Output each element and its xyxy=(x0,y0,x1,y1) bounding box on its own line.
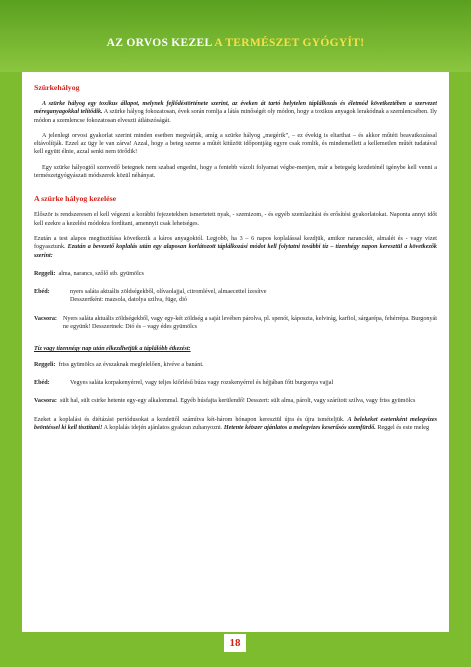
paragraph-exercises: Először is rendszeresen el kell végezni a korábbi fejezetekben ismertetett nyak, - szemizom, - és egyéb szemlazítási és erősítési gyakorlatokat. Naponta annyi időt kell ezekre a kezelési módokra fordítani, amennyit csak lehetséges. xyxy=(34,212,437,227)
meal-label: Vacsora: xyxy=(34,315,57,322)
paragraph-fasting-text: Ezután a test alapos megtisztítása következik a káros anyagoktól. Legjobb, ha 3 – 6 napos koplalással kezdjük, amikor narancslét, almalét és - vagy vizet fogyasztunk. xyxy=(34,235,437,251)
title-part-doctor: AZ ORVOS KEZEL xyxy=(106,37,212,49)
article-body xyxy=(34,83,437,432)
meal-label: Reggeli: xyxy=(34,270,56,277)
meal-label: Vacsora: xyxy=(34,398,57,405)
meal-text: alma, narancs, szőlő stb. gyümölcs xyxy=(58,270,144,277)
paragraph-intro-rest: A szürke hályog fokozatosan, évek során romlja a látás minőségét oly módon, hogy a toxikus anyagok lerakódnak a szemlencsében. Ily módon a szemlencse fokozatosan elveszti átlátszóságát. xyxy=(34,109,437,124)
paragraph-medical-practice: A jelenlegi orvosi gyakorlat szerint minden esetben megvárják, amíg a szürke hályog „megérik”, – ez évekig is eltarthat – és akkor műtéti beavatkozással eltávolítják. Ezzel az ügy le van zárva! Azzal, hogy a beteg szeme a műtét kitűzött időpontjáig egyre csak romlik, és mindemellett a kellemetlen műtét tudatával kell együtt élnie, azzal senki nem törődik! xyxy=(34,132,437,156)
paragraph-natural-methods: Egy szürke hályogtól szenvedő betegnek nem szabad engedni, hogy a fentebb vázolt folyamat végbe-menjen, már a betegség kezdeténél igénybe kell venni a természetgyógyászati módszerek közül néhányat. xyxy=(34,164,437,180)
paragraph-fasting xyxy=(34,235,437,260)
text-run-bold: Hetente kétszer ajánlatos a melegvizes keserűsós szemfürdő. xyxy=(223,424,376,431)
document-page xyxy=(22,72,449,632)
text-run: Ezeket a koplalási és diétázási periódusokat a kezdettől számítva két-három hónapon keresztül újra és újra ismételjük. xyxy=(34,416,348,423)
paragraph-repetition xyxy=(34,416,437,433)
subheading-nutritious-diet: Tíz vagy tizennégy nap után elkezdhetjük a táplálóbb étkezést: xyxy=(34,346,191,353)
section-heading-cataract: Szürkehályog xyxy=(34,83,80,92)
meal-label: Reggeli: xyxy=(34,361,56,368)
paragraph-intro-bold: A szürke hályog egy toxikus állapot, melynek fejlődéstörténete szerint, az éveken át tartó helytelen táplálkozás és életmód következtében a szervezet méreganyagokkal telítődik. xyxy=(34,101,437,116)
paragraph-fasting-bold: Ezután a bevezető koplalás után egy alaposan korlátozott táplálkozási módot kell folytatni további tíz – tizenhégy napon keresztül a következők szerint: xyxy=(34,244,437,259)
meal-text: friss gyümölcs az évszaknak megfelelően, kivéve a banánt. xyxy=(58,361,204,368)
text-run: Reggel és este meleg xyxy=(375,424,430,431)
meal-breakfast-2 xyxy=(34,361,437,369)
text-run-bold: A belekeket esetenként melegvizes beöntéssel ki kell tisztítani! xyxy=(34,416,437,431)
meal-line: Desszertként: mazsola, datolya szilva, füge, dió xyxy=(70,297,187,304)
section-heading-treatment: A szürke hályog kezelése xyxy=(34,194,117,204)
page-title xyxy=(0,37,471,49)
meal-text xyxy=(64,288,437,305)
meal-dinner-2 xyxy=(34,397,437,405)
meal-dinner xyxy=(34,315,437,332)
meal-lunch-2 xyxy=(34,379,437,387)
page-number: 18 xyxy=(224,634,246,652)
text-run: A koplalás idején ajánlatos gyakran zuhanyozni. xyxy=(102,424,224,431)
meal-lunch xyxy=(34,288,437,305)
meal-label: Ebéd: xyxy=(34,379,50,386)
meal-text: Vegyes saláta korpakenyérrel, vagy teljes kiőrlésű búza vagy rozskenyérrel és héjjában főtt burgonya vajjal xyxy=(70,379,334,386)
meal-breakfast xyxy=(34,270,437,278)
meal-text: sült hal, sült csirke hetente egy-egy alkalommal. Egyéb húsfajta kerülendő! Desszert: sült alma, párolt, vagy szárított szilva, vagy friss gyümölcs xyxy=(59,398,416,405)
meal-text: Nyers saláta aktuális zöldségekből, vagy egy-két zöldség a saját levében párolva, pl. spenót, káposzta, kelvirág, karfiol, sárgarépa, fehérrépa. Burgonyát ne együnk! Desszertnek: Dió és – vagy édes gyümölcs xyxy=(62,315,437,331)
meal-line: nyers saláta aktuális zöldségekből, olívaolajjal, citromlével, almaecettel ízesítve xyxy=(70,289,267,296)
paragraph-intro xyxy=(34,100,437,125)
title-part-nature: A TERMÉSZET GYÓGYÍT! xyxy=(211,37,365,49)
page-header xyxy=(0,0,471,72)
meal-label: Ebéd: xyxy=(34,289,50,296)
